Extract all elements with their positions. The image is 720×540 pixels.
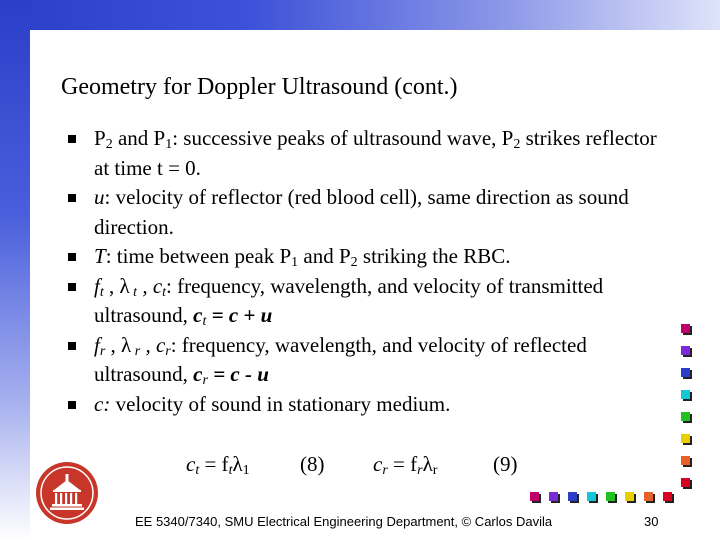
- decorative-square: [625, 492, 634, 501]
- equation-9-number: (9): [493, 452, 518, 476]
- bullet-text-run: c:: [94, 391, 111, 416]
- decorative-square: [681, 434, 690, 443]
- square-bullet-icon: [68, 401, 76, 409]
- decorative-square: [681, 390, 690, 399]
- bullet-text-run: 2: [105, 137, 113, 152]
- bullet-text-run: r: [131, 343, 141, 359]
- bullet-text-run: 2: [513, 137, 521, 152]
- bullet-text-run: : frequency, wavelength, and velocity of transmitted ultrasound,: [94, 273, 604, 327]
- bullet-text-run: t: [99, 284, 104, 300]
- bullet-text-run: 1: [291, 255, 299, 270]
- equation-9: $c_r = f_r\lambda_r$: [373, 452, 438, 478]
- decorative-square: [587, 492, 596, 501]
- decorative-square: [549, 492, 558, 501]
- bullet-text-run: and P: [298, 244, 351, 268]
- decorative-square: [681, 368, 690, 377]
- decorative-square: [663, 492, 672, 501]
- bullet-text-run: : time between peak P: [105, 244, 292, 268]
- bullet-text-run: t: [129, 284, 138, 300]
- bullet-text-run: = c + u: [206, 303, 273, 327]
- bullet-text-run: t: [162, 284, 167, 300]
- left-gradient-band: [0, 0, 30, 540]
- university-seal-icon: [34, 460, 100, 531]
- bullet-text-run: r: [202, 373, 208, 388]
- square-bullet-icon: [68, 253, 76, 261]
- bullet-text-run: r: [99, 343, 106, 359]
- bullet-text-run: : successive peaks of ultrasound wave, P: [172, 126, 514, 150]
- decorative-square: [681, 412, 690, 421]
- bullet-text-run: f: [94, 332, 100, 357]
- decorative-square: [681, 456, 690, 465]
- bullet-item: [60, 183, 670, 242]
- decorative-square: [644, 492, 653, 501]
- bullet-text-run: 2: [350, 255, 358, 270]
- bullet-text-run: striking the RBC.: [357, 244, 511, 268]
- bullet-text-run: λ: [119, 273, 130, 298]
- slide-title: Geometry for Doppler Ultrasound (cont.): [61, 74, 458, 100]
- bullet-text-run: c: [193, 362, 203, 386]
- bullet-item: [60, 242, 670, 272]
- bullet-text-run: f: [94, 273, 100, 298]
- decorative-square: [530, 492, 539, 501]
- equation-8: $c_t = f_t\lambda_1$: [186, 452, 250, 478]
- bullet-text-run: c: [193, 303, 203, 327]
- bullet-text-run: r: [165, 343, 171, 359]
- square-bullet-icon: [68, 283, 76, 291]
- decorative-square: [606, 492, 615, 501]
- decorative-square: [681, 478, 690, 487]
- bullet-text-run: 1: [165, 137, 173, 152]
- bullet-text-run: strikes reflector at time t = 0.: [94, 126, 657, 180]
- square-bullet-icon: [68, 135, 76, 143]
- bullet-list: [60, 124, 670, 419]
- bullet-text-run: T: [94, 244, 106, 268]
- bullet-text-run: : velocity of reflector (red blood cell), same direction as sound direction.: [94, 185, 629, 239]
- bullet-text-run: ,: [103, 273, 120, 298]
- bullet-text-run: , c: [140, 332, 166, 357]
- bullet-text-run: t: [202, 314, 207, 329]
- bullet-item: [60, 390, 670, 420]
- decorative-square: [681, 346, 690, 355]
- decorative-square: [568, 492, 577, 501]
- bullet-text-run: u: [94, 185, 105, 209]
- decorative-square: [681, 324, 690, 333]
- bullet-text-run: velocity of sound in stationary medium.: [110, 391, 451, 416]
- bullet-text-run: : frequency, wavelength, and velocity of reflected ultrasound,: [94, 332, 587, 386]
- bullet-text-run: , c: [137, 273, 163, 298]
- bullet-item: [60, 272, 670, 331]
- bullet-text-run: and P: [112, 126, 166, 150]
- bullet-text-run: λ: [121, 332, 132, 357]
- bullet-text-run: ,: [105, 332, 122, 357]
- equation-8-number: (8): [300, 452, 325, 476]
- bullet-text-run: P: [94, 126, 106, 150]
- page-number: 30: [644, 514, 659, 529]
- square-bullet-icon: [68, 342, 76, 350]
- square-bullet-icon: [68, 194, 76, 202]
- bullet-item: [60, 331, 670, 390]
- top-gradient-band: [0, 0, 720, 30]
- bullet-text-run: = c - u: [207, 362, 269, 386]
- footer-text: EE 5340/7340, SMU Electrical Engineering Department, © Carlos Davila: [135, 514, 553, 529]
- bullet-item: [60, 124, 670, 183]
